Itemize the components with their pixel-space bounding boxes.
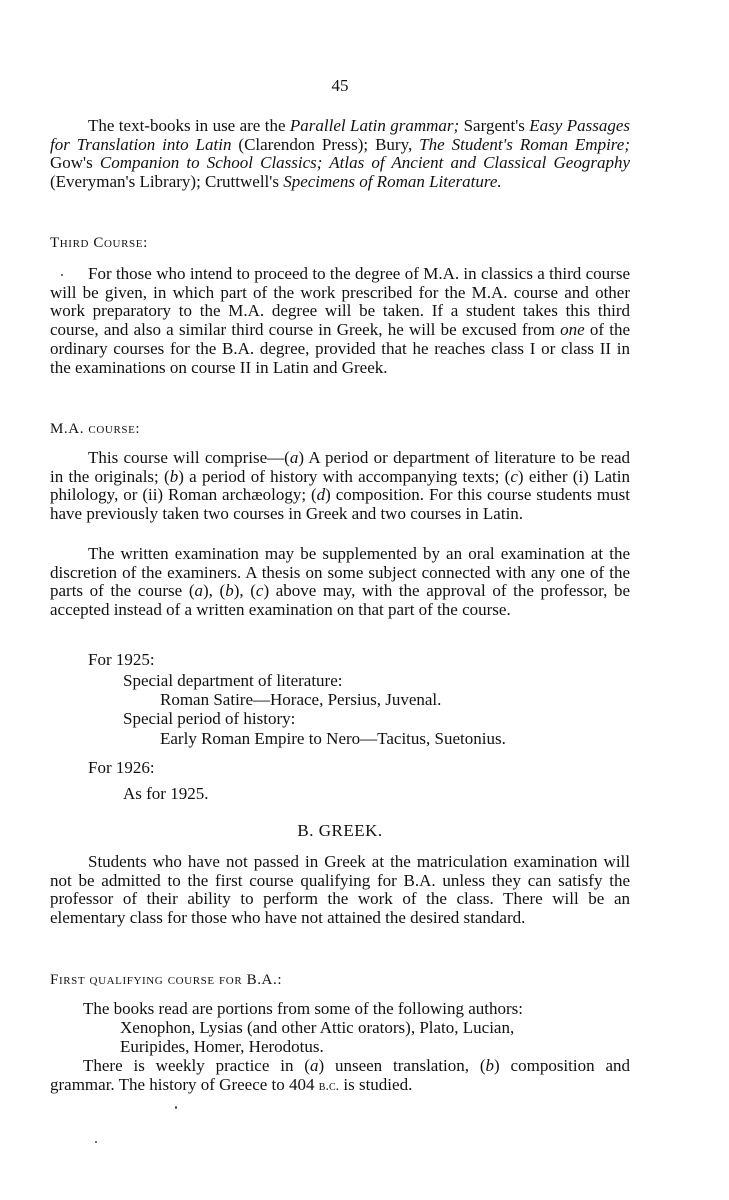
special-period-value: Early Roman Empire to Nero—Tacitus, Suetonius.	[160, 729, 506, 748]
italic-letter: b	[169, 466, 179, 486]
italic-letter: c	[255, 581, 264, 601]
greek-heading: B. GREEK.	[297, 821, 383, 840]
italic-letter: c	[510, 466, 518, 486]
print-speck	[175, 1106, 177, 1109]
books-intro-text: The books read are portions from some of the following authors:	[83, 999, 524, 1018]
ma-course-paragraph-1	[50, 449, 630, 524]
text-run: Sargent's	[459, 116, 530, 135]
text-run: There is weekly practice in (	[83, 1056, 310, 1075]
print-speck	[61, 274, 63, 276]
text-run: Gow's	[50, 153, 100, 173]
special-period-label: Special period of history:	[123, 709, 296, 728]
text-run: ) a period of history with accompanying texts; (	[178, 466, 511, 486]
text-run: For those who intend to proceed to the degree of M.A. in classics a third course will be given, in which part of the work prescribed for the M.A. course and other work preparatory to the M.A. degree will be taken. If a student takes this third course, and also a similar third course in Greek, he will be excused from	[50, 264, 630, 340]
italic-title: Companion to School Classics; Atlas of Ancient and Classical Geography	[99, 153, 630, 173]
text-run: The text-books in use are the	[88, 116, 290, 135]
text-run: is studied.	[339, 1074, 413, 1094]
text-run: of the ordinary courses for the B.A. degree, provided that he reaches class I or class II in the examinations on course II in Latin and Greek.	[50, 320, 630, 377]
italic-letter: d	[316, 485, 326, 505]
text-run: The written examination may be supplemented by an oral examination at the discretion of the examiners. A thesis on some subject connected with any one of the parts of the course (	[50, 544, 630, 601]
as-for-1925-text: As for 1925.	[123, 784, 209, 803]
greek-intro-paragraph: Students who have not passed in Greek at the matriculation examination will not be admitted to the first course qualifying for B.A. unless they can satisfy the professor of their ability to perform the work of the class. There will be an elementary class for those who have not attained the desired standard.	[50, 852, 630, 928]
authors-line-2: Euripides, Homer, Herodotus.	[120, 1037, 324, 1056]
italic-title: The Student's Roman Empire;	[419, 134, 631, 154]
italic-letter: a	[289, 448, 299, 467]
text-run: ) A period or department of literature to be read in the originals; (	[50, 448, 631, 486]
third-course-heading: Third Course:	[50, 235, 148, 251]
text-run: ) either (i) Latin philology, or (ii) Roman archæology; (	[50, 466, 630, 505]
latin-textbooks-paragraph	[50, 117, 630, 192]
special-department-value: Roman Satire—Horace, Persius, Juvenal.	[160, 690, 442, 709]
text-run: ) composition and grammar. The history of Greece to 404	[50, 1056, 630, 1094]
page-number: 45	[331, 76, 349, 95]
first-qualifying-course-heading: First qualifying course for B.A.:	[50, 972, 283, 988]
italic-letter: a	[194, 581, 203, 601]
for-1925-label: For 1925:	[88, 650, 155, 669]
authors-line-1: Xenophon, Lysias (and other Attic orators), Plato, Lucian,	[120, 1018, 515, 1037]
text-run: ), (	[233, 581, 256, 601]
ma-course-paragraph-2	[50, 545, 630, 620]
text-run: ), (	[203, 581, 226, 601]
italic-letter: b	[485, 1056, 495, 1075]
bc-abbreviation: b.c.	[318, 1078, 340, 1094]
text-run: ) composition. For this course students must have previously taken two courses in Greek and two courses in Latin.	[50, 485, 630, 524]
italic-letter: b	[225, 581, 234, 601]
italic-word: one	[560, 320, 585, 340]
text-run: ) unseen translation, (	[318, 1056, 486, 1075]
text-run: ) above may, with the approval of the professor, be accepted instead of a written examination on that part of the course.	[50, 581, 630, 620]
weekly-practice-paragraph	[50, 1057, 630, 1096]
text-run: This course will comprise—(	[88, 448, 290, 467]
italic-title: Parallel Latin grammar;	[289, 116, 460, 135]
italic-letter: a	[309, 1056, 319, 1075]
text-run: (Clarendon Press); Bury,	[231, 134, 420, 154]
print-speck	[95, 1141, 97, 1143]
italic-title: Easy Passages for Translation into Latin	[50, 116, 630, 154]
special-department-label: Special department of literature:	[123, 671, 343, 690]
text-run: (Everyman's Library); Cruttwell's	[50, 172, 284, 192]
italic-title: Specimens of Roman Literature.	[283, 172, 502, 192]
third-course-paragraph	[50, 265, 630, 377]
for-1926-label: For 1926:	[88, 758, 155, 777]
ma-course-heading: M.A. course:	[50, 421, 141, 437]
